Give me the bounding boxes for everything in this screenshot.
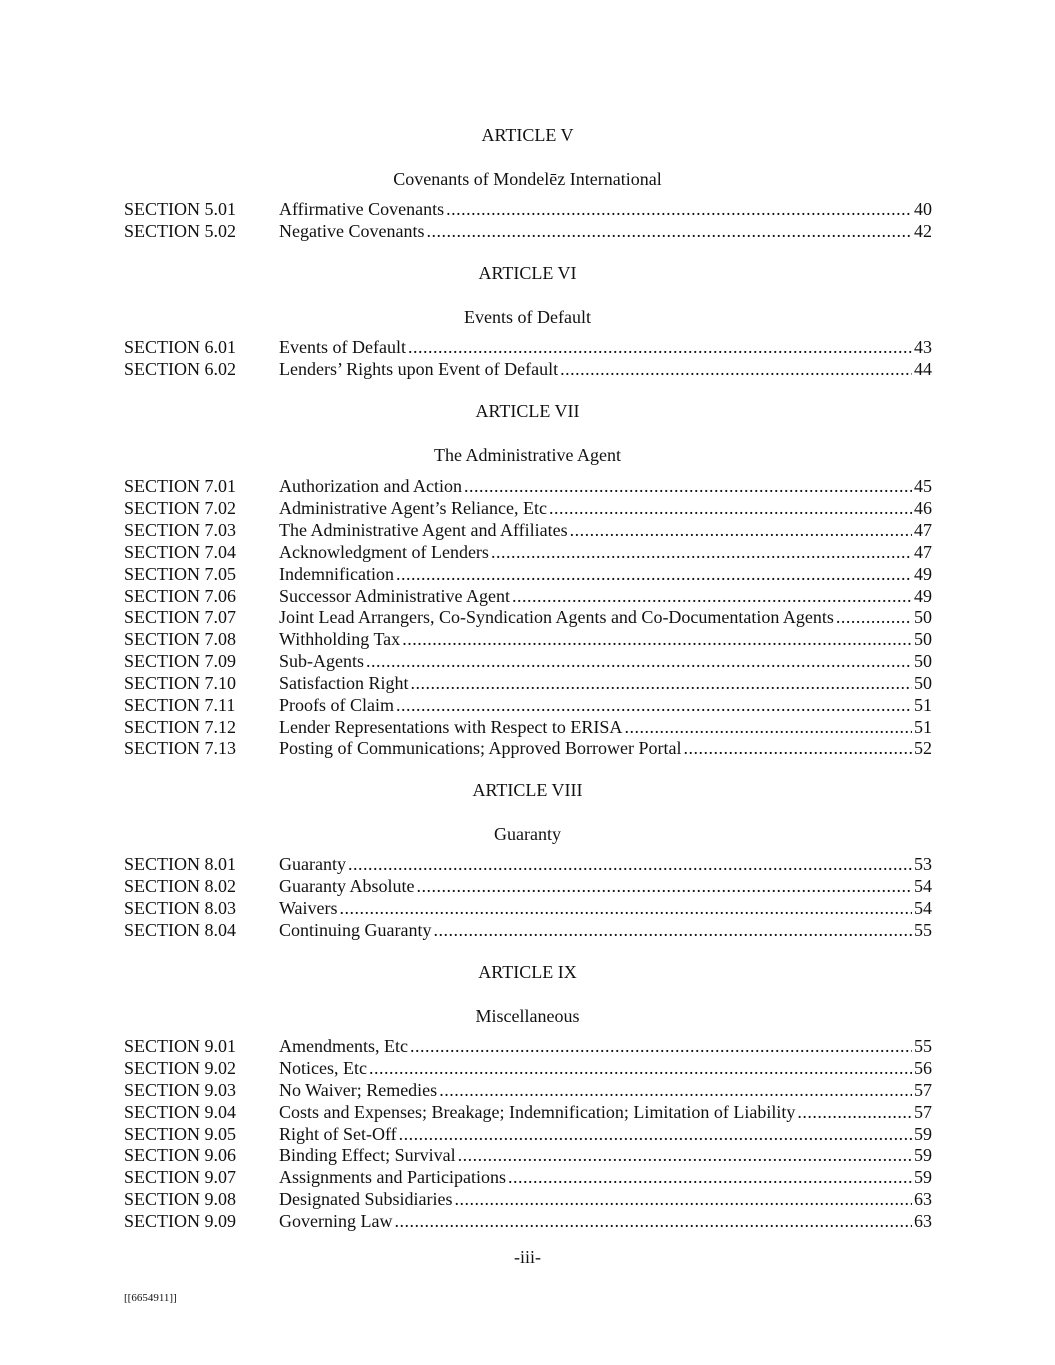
dot-leader (396, 694, 912, 716)
section-page-number: 54 (914, 876, 932, 896)
section-title: Lender Representations with Respect to ERISA (279, 717, 623, 737)
dot-leader (408, 336, 912, 358)
section-page-number: 52 (914, 738, 932, 758)
section-number: SECTION 8.03 (124, 898, 236, 918)
section-number: SECTION 5.01 (124, 199, 236, 219)
toc-entry[interactable] (124, 519, 932, 541)
article-heading: ARTICLE VII (475, 401, 580, 421)
dot-leader (410, 1035, 912, 1057)
toc-entry[interactable] (124, 358, 932, 380)
toc-entry[interactable] (124, 650, 932, 672)
section-page-number: 43 (914, 337, 932, 357)
section-page-number: 63 (914, 1189, 932, 1209)
section-number: SECTION 7.01 (124, 476, 236, 496)
section-page-number: 50 (914, 673, 932, 693)
dot-leader (402, 628, 912, 650)
section-number: SECTION 9.04 (124, 1102, 236, 1122)
section-page-number: 50 (914, 629, 932, 649)
section-page-number: 57 (914, 1080, 932, 1100)
toc-entry[interactable] (124, 1166, 932, 1188)
section-title: Governing Law (279, 1211, 393, 1231)
dot-leader (549, 497, 912, 519)
section-title: Posting of Communications; Approved Borrower Portal (279, 738, 682, 758)
section-number: SECTION 9.05 (124, 1124, 236, 1144)
section-number: SECTION 7.04 (124, 542, 236, 562)
section-title: Joint Lead Arrangers, Co-Syndication Agents and Co-Documentation Agents (279, 607, 834, 627)
section-title: Right of Set-Off (279, 1124, 397, 1144)
toc-entry[interactable] (124, 897, 932, 919)
section-title: Waivers (279, 898, 338, 918)
section-number: SECTION 7.12 (124, 717, 236, 737)
toc-entry[interactable] (124, 1188, 932, 1210)
section-number: SECTION 7.10 (124, 673, 236, 693)
section-title: Sub-Agents (279, 651, 364, 671)
section-title: Costs and Expenses; Breakage; Indemnification; Limitation of Liability (279, 1102, 796, 1122)
dot-leader (570, 519, 912, 541)
section-page-number: 55 (914, 1036, 932, 1056)
document-id: [[6654911]] (124, 1292, 177, 1304)
section-number: SECTION 9.08 (124, 1189, 236, 1209)
section-number: SECTION 7.02 (124, 498, 236, 518)
section-number: SECTION 9.02 (124, 1058, 236, 1078)
dot-leader (348, 853, 912, 875)
article-heading: ARTICLE VI (478, 263, 577, 283)
toc-entry[interactable] (124, 541, 932, 563)
section-title: Assignments and Participations (279, 1167, 506, 1187)
article-heading: ARTICLE VIII (472, 780, 583, 800)
section-number: SECTION 7.03 (124, 520, 236, 540)
section-number: SECTION 7.07 (124, 607, 236, 627)
toc-entry[interactable] (124, 1035, 932, 1057)
section-page-number: 49 (914, 564, 932, 584)
toc-entry[interactable] (124, 853, 932, 875)
section-title: Continuing Guaranty (279, 920, 432, 940)
section-page-number: 59 (914, 1145, 932, 1165)
toc-entry[interactable] (124, 475, 932, 497)
dot-leader (458, 1144, 912, 1166)
section-title: Guaranty Absolute (279, 876, 415, 896)
toc-entry[interactable] (124, 716, 932, 738)
section-page-number: 56 (914, 1058, 932, 1078)
toc-entry[interactable] (124, 1057, 932, 1079)
section-title: Notices, Etc (279, 1058, 367, 1078)
article-title: Events of Default (464, 307, 591, 327)
toc-entry[interactable] (124, 628, 932, 650)
section-page-number: 47 (914, 520, 932, 540)
section-title: Negative Covenants (279, 221, 425, 241)
toc-entry[interactable] (124, 737, 932, 759)
article-title: The Administrative Agent (434, 445, 621, 465)
section-page-number: 51 (914, 695, 932, 715)
section-number: SECTION 9.03 (124, 1080, 236, 1100)
toc-entry[interactable] (124, 875, 932, 897)
section-title: Indemnification (279, 564, 394, 584)
section-number: SECTION 8.01 (124, 854, 236, 874)
section-title: Satisfaction Right (279, 673, 409, 693)
dot-leader (411, 672, 913, 694)
dot-leader (836, 606, 912, 628)
section-page-number: 54 (914, 898, 932, 918)
section-number: SECTION 9.06 (124, 1145, 236, 1165)
dot-leader (426, 220, 912, 242)
toc-entry[interactable] (124, 1144, 932, 1166)
dot-leader (512, 585, 912, 607)
toc-entry[interactable] (124, 1101, 932, 1123)
dot-leader (797, 1101, 912, 1123)
section-title: The Administrative Agent and Affiliates (279, 520, 568, 540)
article-title: Covenants of Mondelēz International (393, 169, 662, 189)
section-title: Affirmative Covenants (279, 199, 445, 219)
dot-leader (464, 475, 912, 497)
dot-leader (446, 198, 912, 220)
dot-leader (560, 358, 912, 380)
section-title: Acknowledgment of Lenders (279, 542, 489, 562)
section-title: Designated Subsidiaries (279, 1189, 453, 1209)
dot-leader (369, 1057, 912, 1079)
section-number: SECTION 8.04 (124, 920, 236, 940)
section-page-number: 40 (914, 199, 932, 219)
dot-leader (433, 919, 912, 941)
section-page-number: 44 (914, 359, 932, 379)
dot-leader (683, 737, 912, 759)
toc-entry[interactable] (124, 497, 932, 519)
section-number: SECTION 9.01 (124, 1036, 236, 1056)
section-page-number: 50 (914, 651, 932, 671)
section-title: Amendments, Etc (279, 1036, 408, 1056)
section-page-number: 57 (914, 1102, 932, 1122)
toc-entry[interactable] (124, 1079, 932, 1101)
dot-leader (508, 1166, 912, 1188)
toc-entry[interactable] (124, 220, 932, 242)
section-number: SECTION 6.01 (124, 337, 236, 357)
section-number: SECTION 9.07 (124, 1167, 236, 1187)
section-page-number: 63 (914, 1211, 932, 1231)
section-page-number: 59 (914, 1167, 932, 1187)
dot-leader (439, 1079, 912, 1101)
dot-leader (416, 875, 912, 897)
article-heading: ARTICLE V (481, 125, 574, 145)
section-page-number: 45 (914, 476, 932, 496)
section-number: SECTION 6.02 (124, 359, 236, 379)
toc-entry[interactable] (124, 563, 932, 585)
section-title: Withholding Tax (279, 629, 401, 649)
section-number: SECTION 7.09 (124, 651, 236, 671)
section-title: Guaranty (279, 854, 346, 874)
section-page-number: 53 (914, 854, 932, 874)
dot-leader (396, 563, 912, 585)
section-page-number: 47 (914, 542, 932, 562)
toc-entry[interactable] (124, 919, 932, 941)
article-title: Miscellaneous (475, 1006, 580, 1026)
section-page-number: 46 (914, 498, 932, 518)
section-number: SECTION 7.08 (124, 629, 236, 649)
toc-entry[interactable] (124, 672, 932, 694)
article-heading: ARTICLE IX (478, 962, 577, 982)
section-title: Authorization and Action (279, 476, 462, 496)
section-title: Binding Effect; Survival (279, 1145, 456, 1165)
section-number: SECTION 7.06 (124, 586, 236, 606)
section-number: SECTION 5.02 (124, 221, 236, 241)
section-number: SECTION 7.11 (124, 695, 236, 715)
page-number: -iii- (514, 1247, 541, 1267)
dot-leader (340, 897, 912, 919)
toc-entry[interactable] (124, 336, 932, 358)
section-page-number: 42 (914, 221, 932, 241)
dot-leader (491, 541, 912, 563)
section-number: SECTION 8.02 (124, 876, 236, 896)
section-page-number: 51 (914, 717, 932, 737)
dot-leader (399, 1123, 912, 1145)
dot-leader (454, 1188, 912, 1210)
section-title: Successor Administrative Agent (279, 586, 510, 606)
toc-entry[interactable] (124, 606, 932, 628)
article-title: Guaranty (494, 824, 561, 844)
section-number: SECTION 7.13 (124, 738, 236, 758)
section-title: Events of Default (279, 337, 406, 357)
section-title: Administrative Agent’s Reliance, Etc (279, 498, 547, 518)
section-title: No Waiver; Remedies (279, 1080, 438, 1100)
toc-entry[interactable] (124, 694, 932, 716)
toc-entry[interactable] (124, 198, 932, 220)
dot-leader (366, 650, 912, 672)
toc-entry[interactable] (124, 585, 932, 607)
dot-leader (394, 1210, 912, 1232)
section-number: SECTION 9.09 (124, 1211, 236, 1231)
section-title: Lenders’ Rights upon Event of Default (279, 359, 559, 379)
section-page-number: 49 (914, 586, 932, 606)
section-page-number: 55 (914, 920, 932, 940)
dot-leader (624, 716, 912, 738)
toc-entry[interactable] (124, 1123, 932, 1145)
section-number: SECTION 7.05 (124, 564, 236, 584)
section-title: Proofs of Claim (279, 695, 394, 715)
toc-entry[interactable] (124, 1210, 932, 1232)
section-page-number: 59 (914, 1124, 932, 1144)
section-page-number: 50 (914, 607, 932, 627)
